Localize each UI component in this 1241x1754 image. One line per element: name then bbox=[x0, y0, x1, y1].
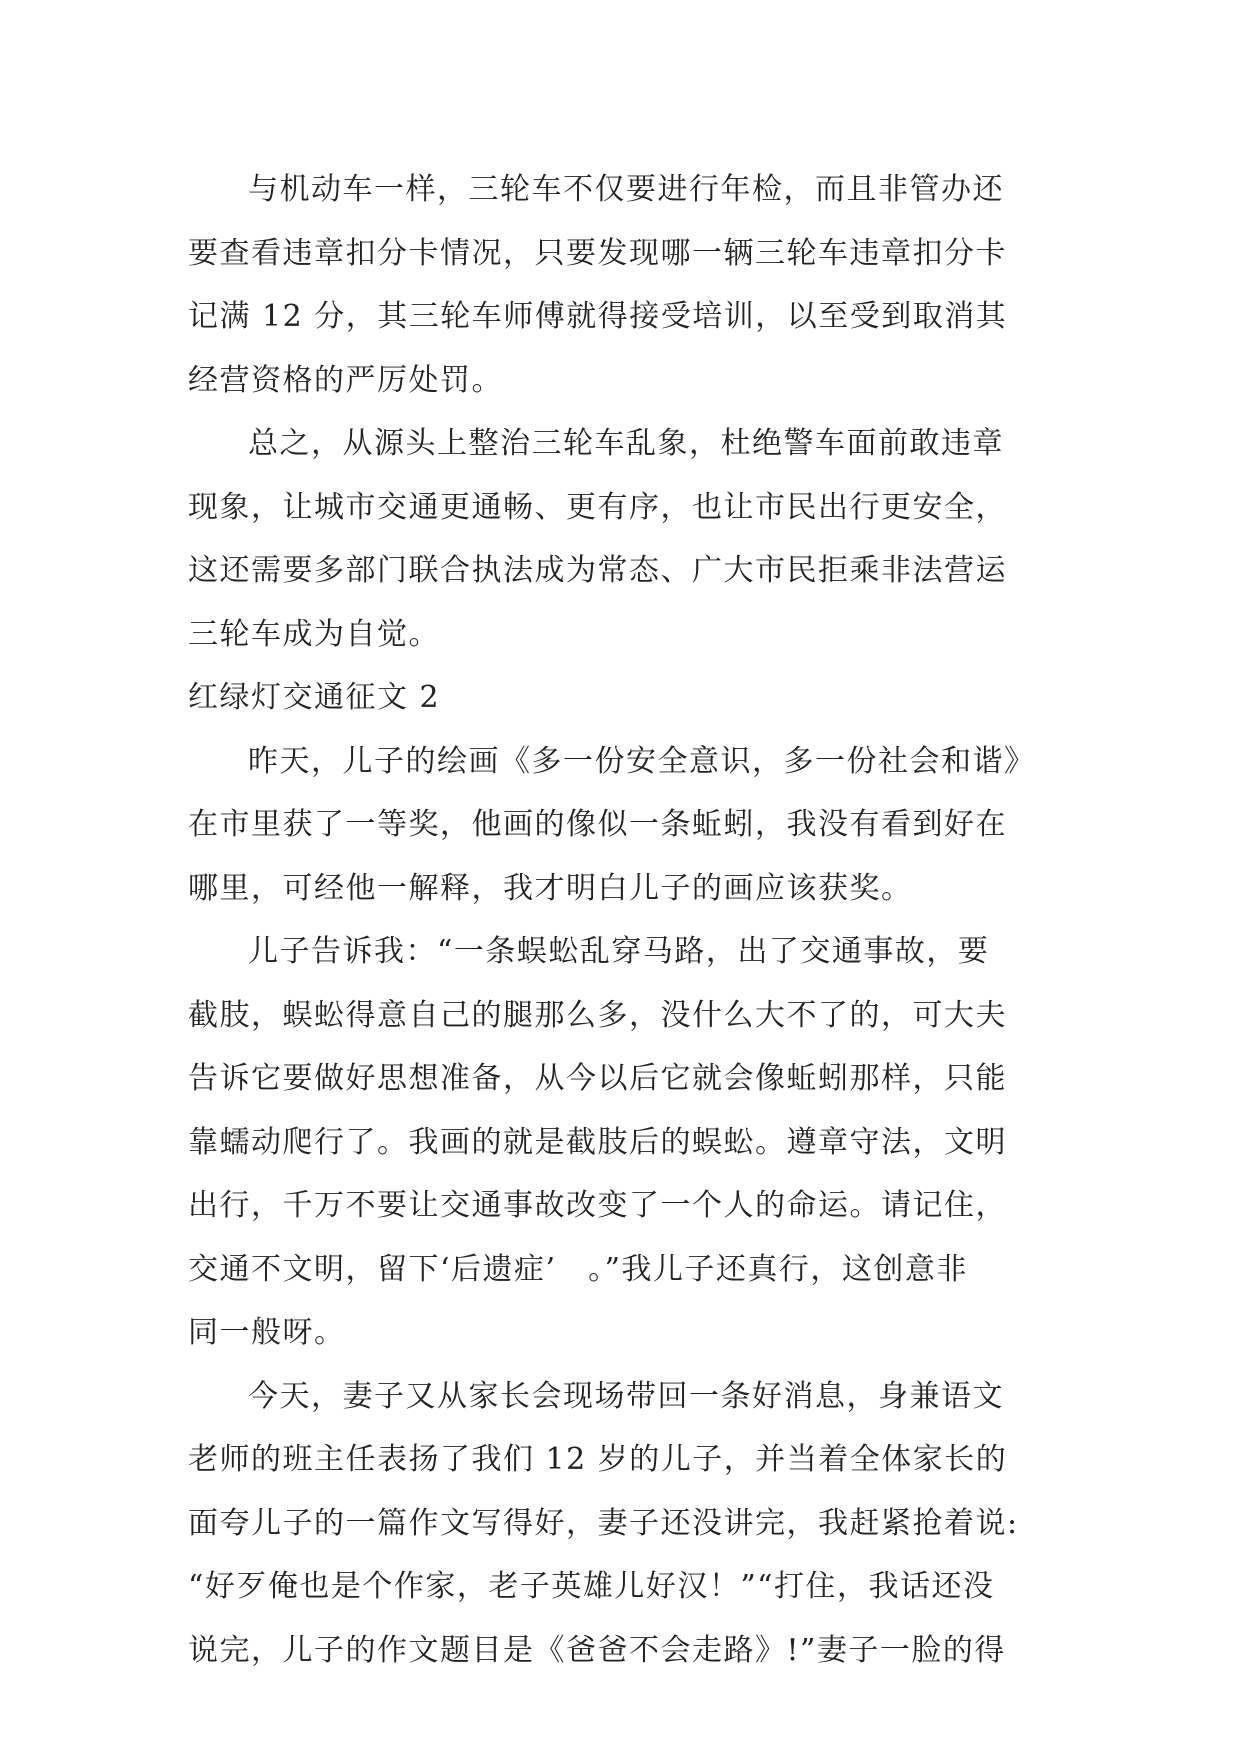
text-line: 与机动车一样，三轮车不仅要进行年检，而且非管办还 bbox=[248, 172, 1004, 207]
text-line: 靠蠕动爬行了。我画的就是截肢后的蜈蚣。遵章守法，文明 bbox=[188, 1124, 1007, 1160]
paragraph-4 bbox=[188, 920, 1058, 1365]
text-line: 在市里获了一等奖，他画的像似一条蚯蚓，我没有看到好在 bbox=[188, 807, 1007, 842]
text-line: 老师的班主任表扬了我们 12 岁的儿子，并当着全体家长的 bbox=[188, 1442, 1008, 1477]
text-line: 要查看违章扣分卡情况，只要发现哪一辆三轮车违章扣分卡 bbox=[188, 235, 1007, 271]
paragraph-5 bbox=[188, 1365, 1058, 1683]
document-body bbox=[188, 158, 1058, 1682]
text-line: 面夸儿子的一篇作文写得好，妻子还没讲完，我赶紧抢着说: bbox=[188, 1505, 1019, 1541]
text-line: 告诉它要做好思想准备，从今以后它就会像蚯蚓那样，只能 bbox=[188, 1061, 1007, 1096]
text-line: 同一般呀。 bbox=[188, 1315, 346, 1350]
text-line: 交通不文明，留下‘后遗症’ 。”我儿子还真行，这创意非 bbox=[188, 1251, 968, 1287]
text-line: 现象，让城市交通更通畅、更有序，也让市民出行更安全， bbox=[188, 489, 1007, 525]
text-line: 三轮车成为自觉。 bbox=[188, 616, 440, 652]
text-line: 昨天，儿子的绘画《多一份安全意识，多一份社会和谐》 bbox=[248, 743, 1036, 779]
text-line: 出行，千万不要让交通事故改变了一个人的命运。请记住， bbox=[188, 1188, 1007, 1223]
section-heading bbox=[188, 666, 1058, 730]
text-line: 说完，儿子的作文题目是《爸爸不会走路》!”妻子一脸的得 bbox=[188, 1632, 1006, 1668]
text-line: 哪里，可经他一解释，我才明白儿子的画应该获奖。 bbox=[188, 870, 913, 906]
text-line: 这还需要多部门联合执法成为常态、广大市民拒乘非法营运 bbox=[188, 553, 1007, 588]
text-line: 今天，妻子又从家长会现场带回一条好消息，身兼语文 bbox=[248, 1378, 1004, 1414]
paragraph-3 bbox=[188, 730, 1058, 921]
paragraph-2 bbox=[188, 412, 1058, 666]
text-line: 儿子告诉我：“一条蜈蚣乱穿马路，出了交通事故，要 bbox=[248, 934, 990, 969]
heading-text: 红绿灯交通征文 2 bbox=[188, 680, 441, 715]
text-line: 截肢，蜈蚣得意自己的腿那么多，没什么大不了的，可大夫 bbox=[188, 997, 1007, 1033]
text-line: 经营资格的严厉处罚。 bbox=[188, 362, 503, 398]
text-line: “好歹俺也是个作家，老子英雄儿好汉！”“打住，我话还没 bbox=[188, 1569, 995, 1604]
text-line: 总之，从源头上整治三轮车乱象，杜绝警车面前敢违章 bbox=[248, 426, 1004, 461]
text-line: 记满 12 分，其三轮车师傅就得接受培训，以至受到取消其 bbox=[188, 299, 1008, 334]
paragraph-1 bbox=[188, 158, 1058, 412]
